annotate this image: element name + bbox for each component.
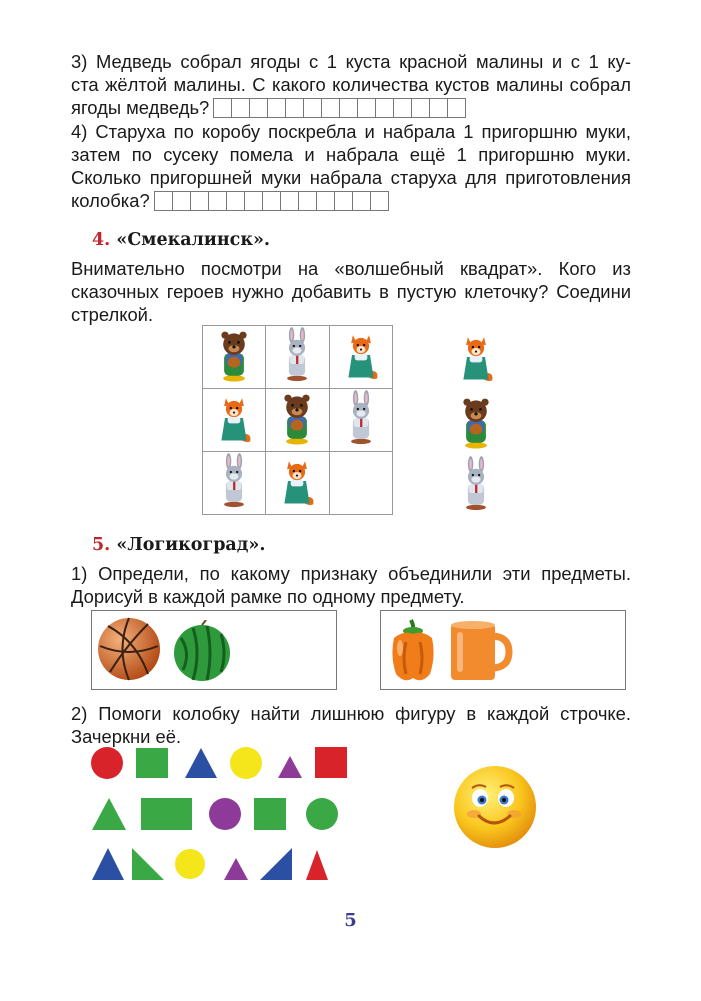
section-4-text bbox=[71, 257, 631, 326]
magic-square-cell bbox=[329, 326, 392, 389]
orange-mug-image bbox=[447, 618, 513, 684]
hare-image bbox=[343, 390, 379, 446]
green-square[interactable] bbox=[136, 748, 168, 778]
task-4 bbox=[71, 120, 631, 212]
task-4-line-2: затем по сусеку помела и набрала ещё 1 пригоршню муки. bbox=[71, 144, 631, 165]
section-5-task-2-line-2: Зачеркни её. bbox=[71, 726, 182, 747]
magic-square-cell bbox=[203, 326, 266, 389]
option-hare[interactable] bbox=[458, 455, 494, 513]
watermelon-image bbox=[171, 620, 233, 682]
purple-circle[interactable] bbox=[209, 798, 241, 830]
hare-image bbox=[279, 327, 315, 383]
option-fox[interactable] bbox=[458, 328, 494, 386]
blue-triangle[interactable] bbox=[92, 848, 124, 880]
green-rectangle[interactable] bbox=[141, 798, 192, 830]
section-5-task-1-line-1: 1) Определи, по какому признаку объединили эти предметы. bbox=[71, 563, 631, 584]
magic-square-cell bbox=[266, 326, 329, 389]
section-4-text-3: стрелкой. bbox=[71, 304, 154, 325]
red-triangle[interactable] bbox=[306, 850, 328, 880]
magic-square-cell bbox=[266, 452, 329, 515]
task-4-line-3: Сколько пригоршней муки набрала старуха для приготовления bbox=[71, 167, 631, 188]
green-square[interactable] bbox=[254, 798, 286, 830]
green-triangle[interactable] bbox=[92, 798, 126, 830]
green-circle[interactable] bbox=[306, 798, 338, 830]
magic-square-cell bbox=[266, 389, 329, 452]
blue-right-triangle[interactable] bbox=[260, 848, 292, 880]
bear-image bbox=[216, 327, 252, 383]
task-4-line-1: 4) Старуха по коробу поскребла и набрала 1 пригоршню муки, bbox=[71, 121, 631, 142]
bear-image bbox=[279, 390, 315, 446]
section-4-text-1: Внимательно посмотри на «волшебный квадрат». Кого из bbox=[71, 258, 631, 279]
magic-square bbox=[202, 325, 393, 515]
task-4-line-4: колобка? bbox=[71, 189, 631, 212]
blue-triangle[interactable] bbox=[185, 748, 217, 778]
answer-cells-3[interactable] bbox=[213, 98, 466, 118]
shape-rows bbox=[88, 744, 358, 884]
section-5-heading: 5. «Логикоград». bbox=[92, 535, 266, 555]
option-bear[interactable] bbox=[458, 393, 494, 451]
page-number: 5 bbox=[344, 910, 357, 931]
fox-image bbox=[343, 327, 379, 383]
green-right-triangle[interactable] bbox=[132, 848, 164, 880]
red-circle[interactable] bbox=[91, 747, 123, 779]
kolobok-image bbox=[452, 764, 538, 850]
answer-cells-4[interactable] bbox=[154, 191, 389, 211]
section-4-heading: 4. «Смекалинск». bbox=[92, 230, 271, 250]
hare-image bbox=[216, 453, 252, 509]
section-5-task-2 bbox=[71, 702, 631, 748]
frame-round-objects[interactable] bbox=[91, 610, 337, 690]
section-5-task-1-line-2: Дорисуй в каждой рамке по одному предмету. bbox=[71, 586, 465, 607]
yellow-circle[interactable] bbox=[230, 747, 262, 779]
magic-square-cell bbox=[203, 389, 266, 452]
purple-triangle[interactable] bbox=[224, 858, 248, 880]
fox-image bbox=[279, 453, 315, 509]
basketball-image bbox=[96, 616, 162, 682]
task-3-line-3: ягоды медведь? bbox=[71, 96, 631, 119]
section-5-task-2-line-1: 2) Помоги колобку найти лишнюю фигуру в каждой строчке. bbox=[71, 703, 631, 724]
magic-square-cell bbox=[203, 452, 266, 515]
magic-square-cell bbox=[329, 389, 392, 452]
task-3 bbox=[71, 50, 631, 119]
purple-triangle[interactable] bbox=[278, 756, 302, 778]
fox-image bbox=[216, 390, 252, 446]
magic-square-empty-cell[interactable] bbox=[329, 452, 392, 515]
task-3-line-2: ста жёлтой малины. С какого количества кустов малины собрал bbox=[71, 74, 631, 95]
red-square[interactable] bbox=[315, 747, 347, 778]
frame-orange-objects[interactable] bbox=[380, 610, 626, 690]
bell-pepper-image bbox=[386, 616, 440, 686]
section-4-text-2: сказочных героев нужно добавить в пустую клеточку? Соедини bbox=[71, 281, 631, 302]
section-5-task-1 bbox=[71, 562, 631, 608]
yellow-circle[interactable] bbox=[175, 849, 205, 879]
task-3-line-1: 3) Медведь собрал ягоды с 1 куста красной малины и с 1 ку- bbox=[71, 51, 631, 72]
